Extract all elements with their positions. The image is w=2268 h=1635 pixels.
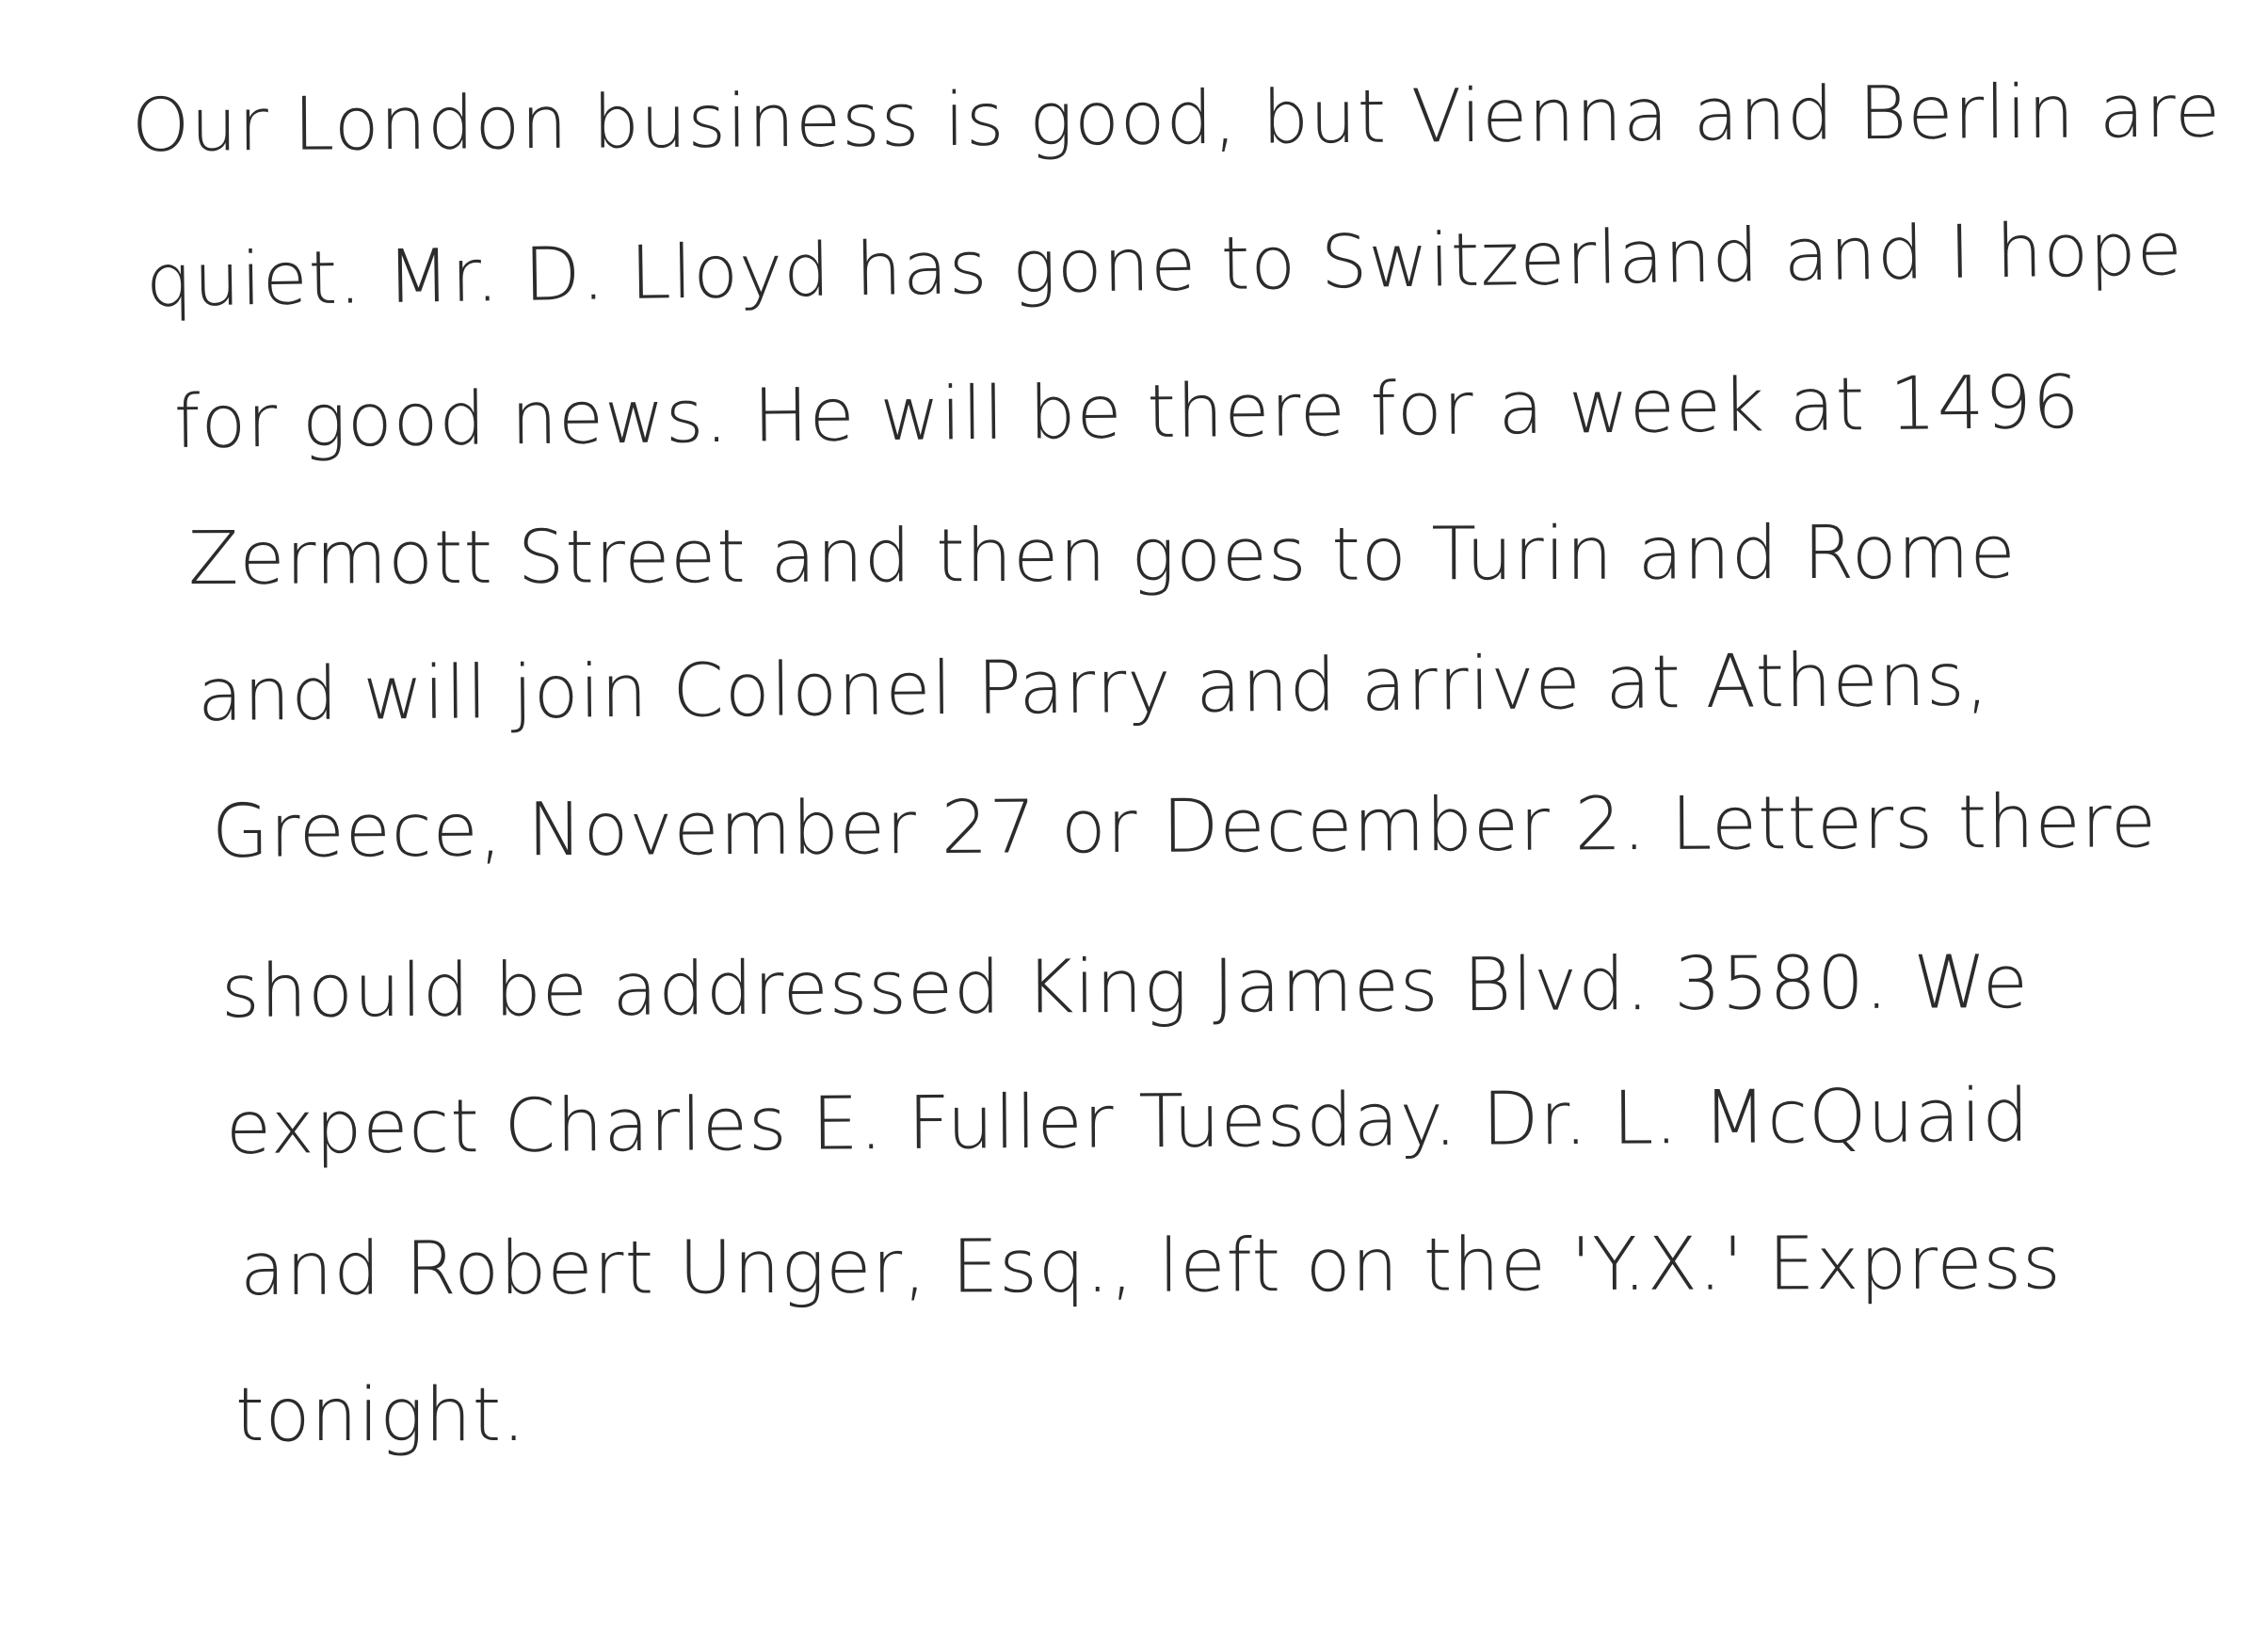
text-line-3: for good news. He will be there for a week at 1496: [173, 360, 2081, 465]
text-line-4: Zermott Street and then goes to Turin and Rome: [187, 510, 2017, 601]
text-line-5: and will join Colonel Parry and arrive at Athens,: [197, 637, 1990, 738]
text-line-9: and Robert Unger, Esq., left on the 'Y.X.' Express: [239, 1221, 2062, 1312]
text-line-6: Greece, November 27 or December 2. Letters there: [211, 779, 2158, 874]
text-line-8: expect Charles E. Fuller Tuesday. Dr. L. McQuaid: [225, 1073, 2031, 1171]
text-line-1: Our London business is good, but Vienna and Berlin are: [131, 69, 2222, 168]
text-line-10: tonight.: [235, 1373, 527, 1458]
text-line-7: should be addressed King James Blvd. 3580. We: [220, 939, 2030, 1034]
text-line-2: quiet. Mr. D. Lloyd has gone to Switzerland and I hope: [145, 207, 2184, 324]
